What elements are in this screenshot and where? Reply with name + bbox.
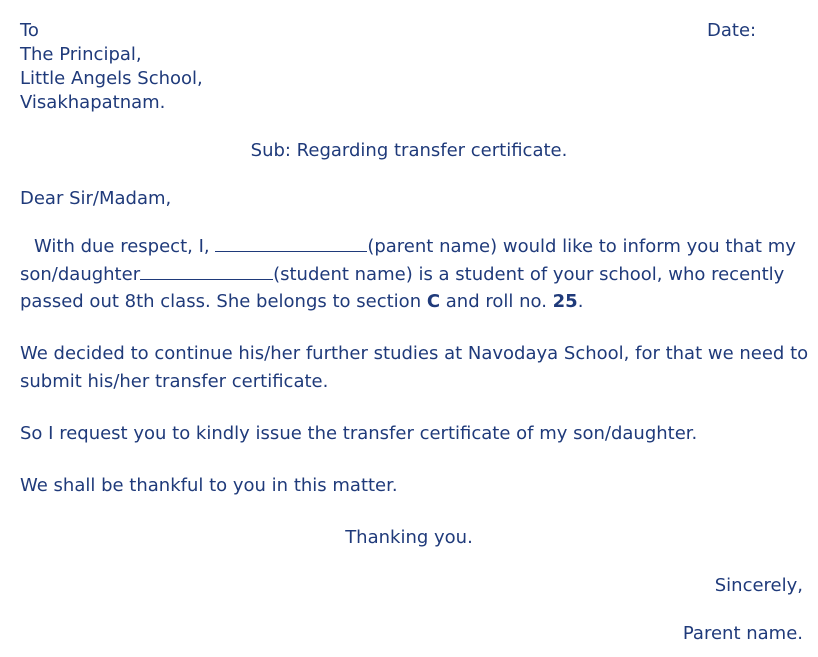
recipient-title: The Principal, <box>20 44 142 65</box>
para2-line2: submit his/her transfer certificate. <box>20 371 329 392</box>
student-name-blank <box>140 265 273 280</box>
para3: So I request you to kindly issue the transfer certificate of my son/daughter. <box>20 423 698 444</box>
closing: Thanking you. <box>345 527 473 548</box>
roll-no-value: 25 <box>552 291 578 312</box>
section-value: C <box>426 291 441 312</box>
date-label: Date: <box>707 20 757 41</box>
para1-line1-suffix: (parent name) would like to inform you that my <box>367 236 796 257</box>
para1-line1 <box>34 236 796 257</box>
city: Visakhapatnam. <box>20 92 166 113</box>
para1-line2-suffix: (student name) is a student of your school, who recently <box>273 264 785 285</box>
to-label: To <box>20 20 39 41</box>
para1-line3-mid: and roll no. <box>440 291 553 312</box>
para1-line3-prefix: passed out 8th class. She belongs to section <box>20 291 427 312</box>
signature: Parent name. <box>682 623 803 644</box>
para1-line3-end: . <box>577 291 584 312</box>
para1-line2-prefix: son/daughter <box>20 264 141 285</box>
salutation: Dear Sir/Madam, <box>20 188 172 209</box>
parent-name-blank <box>215 237 367 252</box>
subject-line: Sub: Regarding transfer certificate. <box>250 140 568 161</box>
para1-line2 <box>20 264 784 285</box>
para1-line3 <box>20 291 583 312</box>
signoff: Sincerely, <box>714 575 803 596</box>
para2-line1: We decided to continue his/her further studies at Navodaya School, for that we need to <box>20 343 809 364</box>
para1-line1-prefix: With due respect, I, <box>34 236 216 257</box>
school-name: Little Angels School, <box>20 68 203 89</box>
para4: We shall be thankful to you in this matter. <box>20 475 398 496</box>
